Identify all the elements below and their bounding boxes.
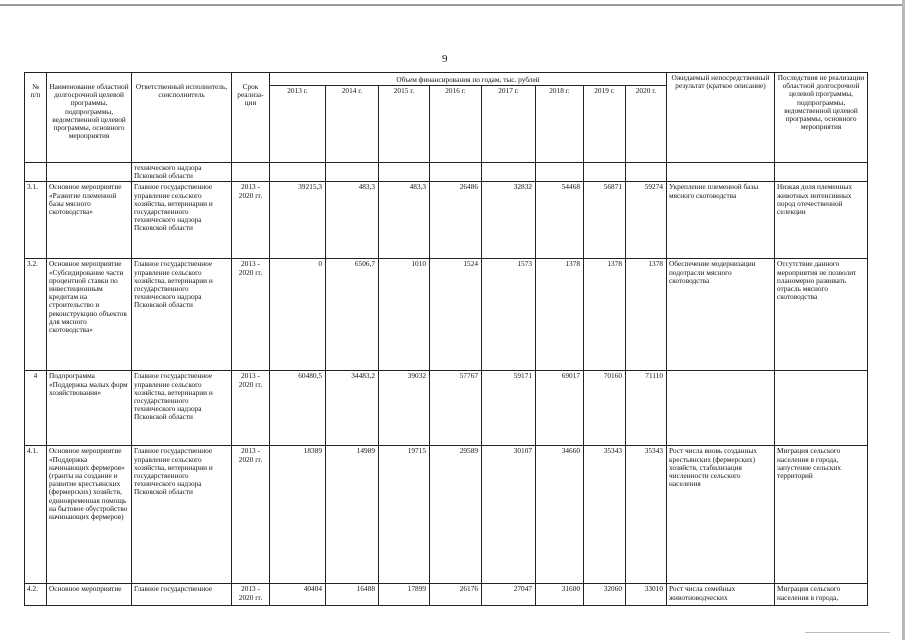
header-row-top [25,73,868,86]
row-value: 1378 [584,259,626,371]
cell [667,163,775,182]
header-term: Срок реализа-ции [232,73,270,163]
header-year: 2020 г. [626,86,667,163]
cell [482,163,536,182]
row-term: 2013 - 2020 гг. [232,446,270,584]
row-value: 16488 [326,584,379,606]
row-value: 1524 [430,259,482,371]
row-value: 54468 [536,182,584,259]
row-value: 1010 [379,259,430,371]
row-value: 71110 [626,371,667,446]
cell [270,163,326,182]
header-consequence: Последствия не реализации областной долгосрочной целевой программы, подпрограммы, ведомственной целевой программы, основного мероприятия [775,73,868,163]
row-consequence [775,371,868,446]
row-value: 26486 [430,182,482,259]
row-num: 4.1. [25,446,47,584]
row-num: 4.2. [25,584,47,606]
row-value: 6506,7 [326,259,379,371]
row-consequence: Отсутствие данного мероприятия не позволит планомерно развивать отрасль мясного скотоводства [775,259,868,371]
row-value: 39032 [379,371,430,446]
row-result: Рост числа семейных животноводческих [667,584,775,606]
row-value: 39215,3 [270,182,326,259]
row-value: 32832 [482,182,536,259]
row-value: 34660 [536,446,584,584]
page-number: 9 [442,53,448,65]
header-num: № п/п [25,73,47,163]
row-term: 2013 - 2020 гг. [232,371,270,446]
row-consequence: Миграция сельского населения в города, запустение сельских территорий [775,446,868,584]
cell [536,163,584,182]
row-value: 59171 [482,371,536,446]
row-value: 14989 [326,446,379,584]
row-value: 56871 [584,182,626,259]
scan-bottom-mark [805,632,890,633]
cell [379,163,430,182]
row-consequence: Миграция сельского населения в города, [775,584,868,606]
row-num: 3.1. [25,182,47,259]
header-financing: Объем финансирования по годам, тыс. рублей [270,73,667,86]
row-value: 69017 [536,371,584,446]
row-value: 1573 [482,259,536,371]
header-result: Ожидаемый непосредственный результат (краткое описание) [667,73,775,163]
cell [25,163,47,182]
row-result: Укрепление племенной базы мясного скотоводства [667,182,775,259]
row-executor: Главное государственное управление сельского хозяйства, ветеринарии и государственного технического надзора Псковской области [132,446,232,584]
row-name: Основное мероприятие «Развитие племенной базы мясного скотоводства» [47,182,132,259]
table-row [25,182,868,259]
row-value: 57767 [430,371,482,446]
row-executor: Главное государственное управление сельского хозяйства, ветеринарии и государственного технического надзора Псковской области [132,259,232,371]
row-value: 483,3 [379,182,430,259]
row-name: Основное мероприятие «Поддержка начинающих фермеров» (гранты на создание и развитие крестьянских (фермерских) хозяйств, единовременная помощь на бытовое обустройство начинающих фермеров) [47,446,132,584]
header-year: 2018 г. [536,86,584,163]
header-year: 2015 г. [379,86,430,163]
row-result: Рост числа вновь созданных крестьянских (фермерских) хозяйств, стабилизация численности сельского населения [667,446,775,584]
header-year: 2016 г. [430,86,482,163]
row-executor: Главное государственное управление сельского хозяйства, ветеринарии и государственного технического надзора Псковской области [132,371,232,446]
row-value: 34483,2 [326,371,379,446]
row-value: 19715 [379,446,430,584]
cell [430,163,482,182]
continuation-text: технического надзора Псковской области [132,163,232,182]
row-num: 4 [25,371,47,446]
row-value: 32060 [584,584,626,606]
row-value: 35343 [584,446,626,584]
row-value: 31600 [536,584,584,606]
table-row [25,584,868,606]
row-value: 60480,5 [270,371,326,446]
row-value: 1378 [626,259,667,371]
row-value: 35343 [626,446,667,584]
row-value: 26176 [430,584,482,606]
row-value: 40404 [270,584,326,606]
row-value: 483,3 [326,182,379,259]
header-year: 2019 г. [584,86,626,163]
row-value: 0 [270,259,326,371]
continuation-row [25,163,868,182]
row-value: 17899 [379,584,430,606]
row-term: 2013 - 2020 гг. [232,259,270,371]
table-row [25,446,868,584]
row-value: 18389 [270,446,326,584]
program-financing-table [24,72,868,606]
row-result [667,371,775,446]
cell [626,163,667,182]
row-name: Подпрограмма «Поддержка малых форм хозяйствования» [47,371,132,446]
row-executor: Главное государственное управление сельского хозяйства, ветеринарии и государственного технического надзора Псковской области [132,182,232,259]
header-year: 2017 г. [482,86,536,163]
cell [584,163,626,182]
cell [326,163,379,182]
cell [232,163,270,182]
row-value: 29589 [430,446,482,584]
header-name: Наименование областной долгосрочной целевой программы, подпрограммы, ведомственной целевой программы, основного мероприятия [47,73,132,163]
cell [775,163,868,182]
row-value: 27047 [482,584,536,606]
header-year: 2013 г. [270,86,326,163]
row-result: Обеспечение модернизации подотрасли мясного скотоводства [667,259,775,371]
row-executor: Главное государственное [132,584,232,606]
row-name: Основное мероприятие [47,584,132,606]
row-num: 3.2. [25,259,47,371]
row-name: Основное мероприятие «Субсидирование части процентной ставки по инвестиционным кредитам на строительство и реконструкцию объектов для мясного скотоводства» [47,259,132,371]
row-value: 70160 [584,371,626,446]
cell [47,163,132,182]
table-row [25,259,868,371]
row-value: 33010 [626,584,667,606]
header-year: 2014 г. [326,86,379,163]
row-term: 2013 - 2020 гг. [232,182,270,259]
row-value: 30107 [482,446,536,584]
row-term: 2013 - 2020 гг. [232,584,270,606]
scan-top-edge [0,4,905,6]
header-executor: Ответственный исполнитель, соисполнитель [132,73,232,163]
row-value: 59274 [626,182,667,259]
row-value: 1378 [536,259,584,371]
table-row [25,371,868,446]
row-consequence: Низкая доля племенных животных интенсивных пород отечественной селекции [775,182,868,259]
